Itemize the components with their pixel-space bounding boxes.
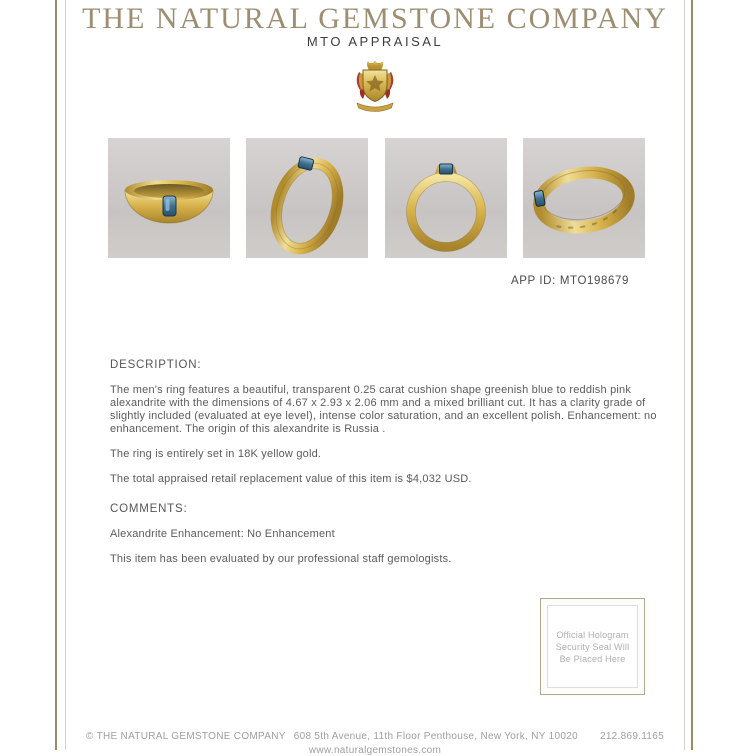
company-title: THE NATURAL GEMSTONE COMPANY xyxy=(82,2,668,35)
footer xyxy=(66,731,684,756)
hologram-text-line: Be Placed Here xyxy=(559,653,626,664)
description-paragraph-gemstone: The men's ring features a beautiful, transparent 0.25 carat cushion shape greenish blue to reddish pink alexandrite with the dimensions of 4.67 x 2.93 x 2.06 mm and a mixed brilliant cut. It has a clarity grade of slightly included (evaluated at eye level), intense color saturation, and an excellent polish. Enhancement: no enhancement. The origin of this alexandrite is Russia . xyxy=(110,384,657,435)
app-id-label: APP ID: xyxy=(510,275,556,287)
ring-photo-side-view xyxy=(523,138,645,258)
hologram-text-line: Official Hologram xyxy=(556,629,629,640)
app-id xyxy=(511,275,629,287)
comments-paragraph-enhancement: Alexandrite Enhancement: No Enhancement xyxy=(110,528,335,540)
footer-website: www.naturalgemstones.com xyxy=(308,745,442,756)
footer-phone: 212.869.1165 xyxy=(599,731,664,742)
company-crest-icon xyxy=(351,61,399,113)
comments-section xyxy=(110,503,658,578)
hologram-seal-inner-box xyxy=(547,605,638,688)
app-id-value: MTO198679 xyxy=(559,275,629,287)
footer-copyright: © THE NATURAL GEMSTONE COMPANY xyxy=(86,731,286,742)
document-type-subtitle: MTO APPRAISAL xyxy=(306,34,444,49)
hologram-seal-placeholder xyxy=(540,598,645,695)
ring-photo-upright-view xyxy=(385,138,507,258)
page-border-right-outer xyxy=(691,0,693,750)
footer-address: 608 5th Avenue, 11th Floor Penthouse, New York, NY 10020 xyxy=(293,731,578,742)
description-heading: DESCRIPTION: xyxy=(110,359,202,371)
description-paragraph-value: The total appraised retail replacement value of this item is $4,032 USD. xyxy=(110,473,472,485)
comments-heading: COMMENTS: xyxy=(110,503,188,515)
ring-photo-front-view xyxy=(108,138,230,258)
footer-contact-line xyxy=(66,731,684,742)
comments-paragraph-evaluation: This item has been evaluated by our professional staff gemologists. xyxy=(110,553,452,565)
ring-photo-angled-view xyxy=(246,138,368,258)
page-border-left-inner xyxy=(65,0,66,750)
page-border-left-outer xyxy=(55,0,57,750)
description-paragraph-metal: The ring is entirely set in 18K yellow gold. xyxy=(110,448,322,460)
description-section xyxy=(110,359,658,498)
ring-photo-row xyxy=(108,138,645,258)
hologram-text-line: Security Seal Will xyxy=(555,641,630,652)
page-border-right-inner xyxy=(684,0,685,750)
